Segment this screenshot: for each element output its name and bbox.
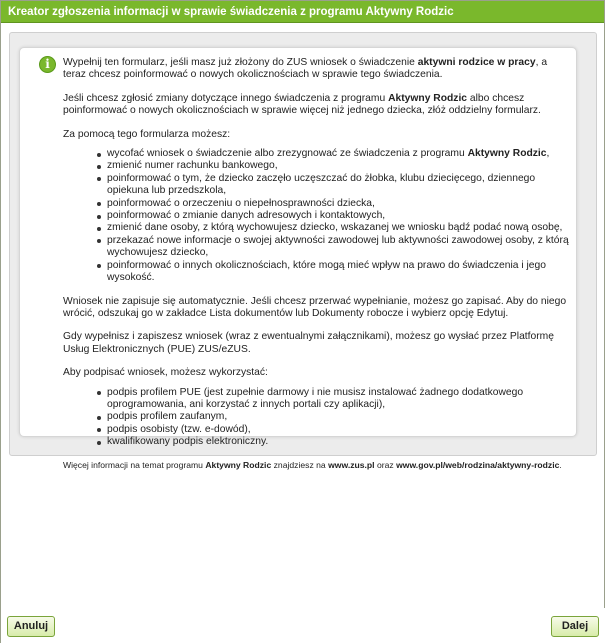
can-heading: Za pomocą tego formularza możesz: (63, 128, 231, 140)
info-content (63, 57, 569, 471)
list-item: poinformować o zmianie danych adresowych i kontaktowych, (97, 210, 569, 222)
sign-heading: Aby podpisać wniosek, możesz wykorzystać: (63, 367, 268, 379)
intro-text: Wypełnij ten formularz, jeśli masz już złożony do ZUS wniosek o świadczenie aktywni rodzice w pracy, a teraz chcesz poinformować o nowych okolicznościach w sprawie tego świadczenia. (63, 57, 548, 81)
list-item: podpis osobisty (tzw. e-dowód), (97, 424, 569, 436)
info-icon: i (39, 56, 56, 73)
list-item: poinformować o tym, że dziecko zaczęło uczęszczać do żłobka, klubu dziecięcego, dziennego opiekuna lub przedszkola, (97, 173, 569, 198)
list-item: zmienić numer rachunku bankowego, (97, 160, 569, 172)
sign-list (97, 387, 569, 449)
send-text: Gdy wypełnisz i zapiszesz wniosek (wraz z ewentualnymi załącznikami), możesz go wysłać przez Platformę Usług Elektronicznych (PUE) ZUS/eZUS. (63, 331, 554, 355)
list-item: kwalifikowany podpis elektroniczny. (97, 436, 569, 448)
list-item: przekazać nowe informacje o swojej aktywności zawodowej lub aktywności zawodowej osoby, z którą wychowujesz dziecko, (97, 235, 569, 260)
list-item: poinformować o innych okolicznościach, które mogą mieć wpływ na prawo do świadczenia i jego wysokość. (97, 260, 569, 285)
other-benefit-text: Jeśli chcesz zgłosić zmiany dotyczące innego świadczenia z programu Aktywny Rodzic albo chcesz poinformować o nowych okolicznościach w sprawie więcej niż jednego dziecka, złóż oddzielny formularz. (63, 92, 541, 117)
can-list (97, 148, 569, 284)
next-button[interactable]: Dalej (551, 616, 599, 637)
info-box (19, 47, 577, 470)
more-info-note: Więcej informacji na temat programu Aktywny Rodzic znajdziesz na www.zus.pl oraz www.gov.pl/web/rodzina/aktywny-rodzic. (63, 459, 562, 470)
bottom-toolbar (1, 608, 605, 643)
autosave-text: Wniosek nie zapisuje się automatycznie. Jeśli chcesz przerwać wypełnianie, możesz go zapisać. Aby do niego wrócić, odszukaj go w zakładce Lista dokumentów lub Dokumenty robocze i wybierz opcję Edytuj. (63, 295, 567, 319)
window-title: Kreator zgłoszenia informacji w sprawie świadczenia z programu Aktywny Rodzic (1, 1, 604, 23)
list-item: zmienić dane osoby, z którą wychowujesz dziecko, wskazanej we wniosku bądź podać nową osobę, (97, 222, 569, 234)
list-item: podpis profilem PUE (jest zupełnie darmowy i nie musisz instalować żadnego dodatkowego oprogramowania, ani korzystać z innych portali czy aplikacji), (97, 387, 569, 412)
list-item: podpis profilem zaufanym, (97, 411, 569, 423)
list-item: poinformować o orzeczeniu o niepełnosprawności dziecka, (97, 198, 569, 210)
cancel-button[interactable]: Anuluj (7, 616, 55, 637)
list-item: wycofać wniosek o świadczenie albo zrezygnować ze świadczenia z programu Aktywny Rodzic, (97, 148, 569, 160)
